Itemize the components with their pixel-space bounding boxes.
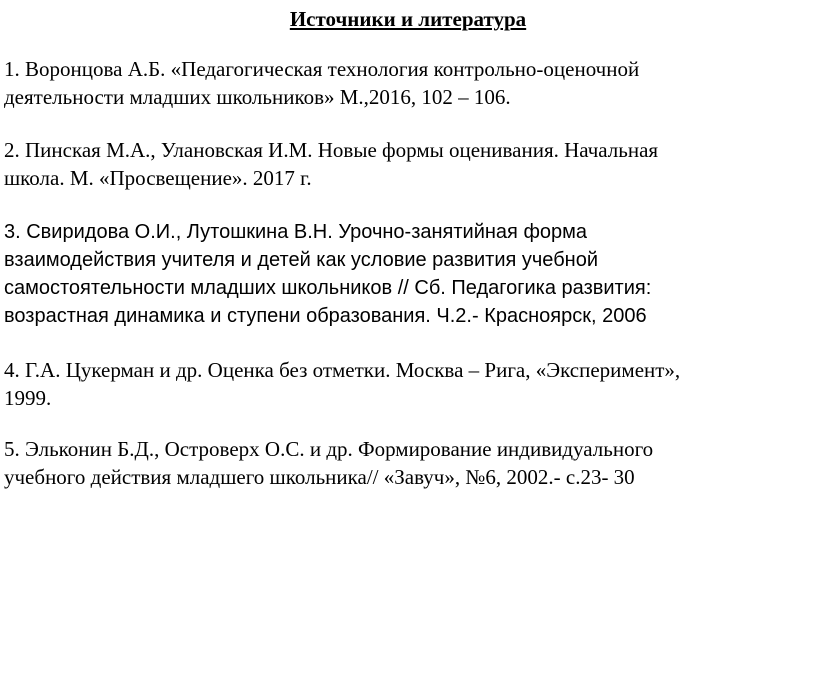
reference-item-5 bbox=[4, 435, 804, 491]
reference-line: 5. Эльконин Б.Д., Островерх О.С. и др. Формирование индивидуального bbox=[4, 437, 654, 461]
reference-line: 3. Свиридова О.И., Лутошкина В.Н. Урочно-занятийная форма bbox=[4, 221, 588, 243]
reference-item-1 bbox=[4, 55, 804, 111]
reference-item-4 bbox=[4, 356, 804, 412]
reference-line: 4. Г.А. Цукерман и др. Оценка без отметки. Москва – Рига, «Эксперимент», bbox=[4, 358, 681, 382]
reference-line: 1999. bbox=[4, 386, 52, 410]
reference-line: школа. М. «Просвещение». 2017 г. bbox=[4, 166, 312, 190]
reference-line: 1. Воронцова А.Б. «Педагогическая технология контрольно-оценочной bbox=[4, 57, 640, 81]
reference-item-2 bbox=[4, 136, 804, 192]
reference-line: 2. Пинская М.А., Улановская И.М. Новые формы оценивания. Начальная bbox=[4, 138, 659, 162]
reference-line: самостоятельности младших школьников // Сб. Педагогика развития: bbox=[4, 277, 652, 299]
page-title: Источники и литература bbox=[289, 7, 527, 31]
reference-line: учебного действия младшего школьника// «Завуч», №6, 2002.- с.23- 30 bbox=[4, 465, 635, 489]
reference-line: возрастная динамика и ступени образования. Ч.2.- Красноярск, 2006 bbox=[4, 305, 647, 327]
reference-line: взаимодействия учителя и детей как условие развития учебной bbox=[4, 249, 599, 271]
reference-line: деятельности младших школьников» М.,2016, 102 – 106. bbox=[4, 85, 511, 109]
reference-item-3 bbox=[4, 218, 804, 330]
